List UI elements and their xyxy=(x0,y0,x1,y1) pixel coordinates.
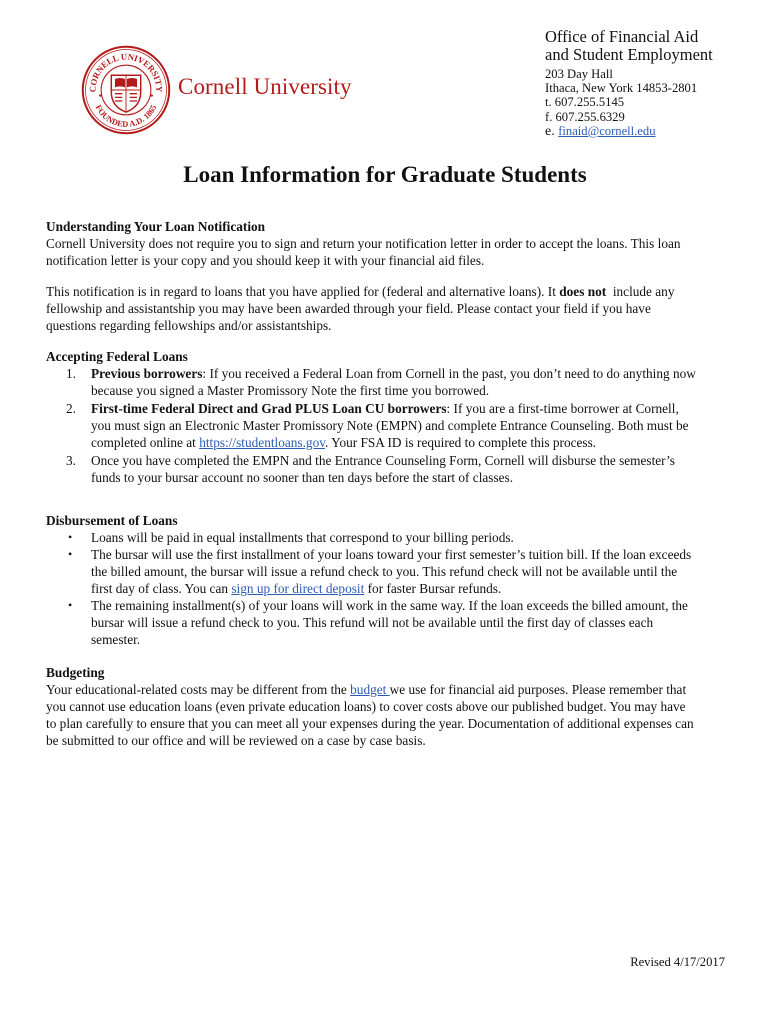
list-line: The remaining installment(s) of your loans will work in the same way. If the loan exceeds the billed amount, the xyxy=(91,598,688,613)
address-line: Ithaca, New York 14853-2801 xyxy=(545,81,698,96)
office-name xyxy=(545,28,713,64)
bullet-marker: • xyxy=(68,530,73,544)
office-address xyxy=(545,67,697,139)
budget-link[interactable]: budget xyxy=(350,682,390,697)
list-item-lead: Previous borrowers xyxy=(91,366,203,381)
revision-date: Revised 4/17/2017 xyxy=(630,955,725,969)
direct-deposit-link[interactable]: sign up for direct deposit xyxy=(231,581,365,596)
list-line xyxy=(91,580,726,597)
cornell-seal-logo xyxy=(80,44,172,136)
fax-line: f. 607.255.6329 xyxy=(545,109,625,124)
section-heading: Disbursement of Loans xyxy=(46,513,178,528)
bullet-marker: • xyxy=(68,598,73,612)
list-line: you must sign an Electronic Master Promissory Note (EMPN) and complete Entrance Counseling. Both must be xyxy=(91,418,689,433)
list-line: The bursar will use the first installment of your loans toward your first semester’s tuition bill. If the loan exceeds xyxy=(91,547,692,562)
paragraph-line: to plan carefully to ensure that you can meet all your expenses during the year. Documentation of additional expenses can xyxy=(46,716,694,731)
list-line xyxy=(91,365,726,382)
list-item xyxy=(46,365,726,399)
bullet-item xyxy=(46,597,726,648)
text-run: : If you are a first-time borrower at Cornell, xyxy=(446,401,679,416)
list-number: 1. xyxy=(66,366,76,381)
notification-scope-paragraph xyxy=(46,283,726,334)
text-run: : If you received a Federal Loan from Cornell in the past, you don’t need to do anything now xyxy=(202,366,696,381)
studentloans-link[interactable]: https://studentloans.gov xyxy=(199,435,326,450)
address-line: 203 Day Hall xyxy=(545,67,613,81)
list-line: bursar will issue a refund check to you. This refund will not be available until the first day of classes each xyxy=(91,615,654,630)
text-run: for faster Bursar refunds. xyxy=(364,581,502,596)
list-line: Once you have completed the EMPN and the Entrance Counseling Form, Cornell will disburse the semester’s xyxy=(91,453,675,468)
list-item xyxy=(46,452,726,486)
text-run: . Your FSA ID is required to complete this process. xyxy=(325,435,597,450)
bullet-item xyxy=(46,546,726,597)
text-run: completed online at xyxy=(91,435,200,450)
list-number: 3. xyxy=(66,453,76,468)
emphasis-does-not: does not xyxy=(559,284,607,299)
list-number: 2. xyxy=(66,401,76,416)
paragraph-line: questions regarding fellowships and/or assistantships. xyxy=(46,318,332,333)
notification-section xyxy=(46,218,726,269)
text-run: we use for financial aid purposes. Please remember that xyxy=(389,682,687,697)
bullet-item xyxy=(46,529,726,546)
bullet-marker: • xyxy=(68,547,73,561)
paragraph-line xyxy=(46,283,726,300)
section-heading: Budgeting xyxy=(46,665,105,680)
list-line xyxy=(91,434,726,451)
email-link[interactable]: finaid@cornell.edu xyxy=(558,123,656,138)
text-run: include any xyxy=(606,284,675,299)
seal-ring-top-text: CORNELL UNIVERSITY xyxy=(87,51,165,93)
list-line: because you signed a Master Promissory Note the first time you borrowed. xyxy=(91,383,490,398)
list-line: Loans will be paid in equal installments that correspond to your billing periods. xyxy=(91,530,514,545)
text-run: first day of class. You can xyxy=(91,581,232,596)
list-item-lead: First-time Federal Direct and Grad PLUS Loan CU borrowers xyxy=(91,401,447,416)
seal-ring-bottom-text: FOUNDED A.D. 1865 xyxy=(93,103,159,129)
email-prefix: e. xyxy=(545,123,559,139)
text-run: This notification is in regard to loans that you have applied for (federal and alternative loans). It xyxy=(46,284,560,299)
disbursement-section xyxy=(46,512,726,648)
paragraph-line: be submitted to our office and will be reviewed on a case by case basis. xyxy=(46,733,426,748)
office-name-line: Office of Financial Aid xyxy=(545,27,699,46)
email-line xyxy=(545,124,697,139)
list-line xyxy=(91,400,726,417)
paragraph-line: Cornell University does not require you to sign and return your notification letter in order to accept the loans. This loan xyxy=(46,236,681,251)
list-item xyxy=(46,400,726,451)
text-run: Your educational-related costs may be different from the xyxy=(46,682,351,697)
page-title: Loan Information for Graduate Students xyxy=(183,162,587,187)
university-wordmark: Cornell University xyxy=(178,74,352,99)
paragraph-line xyxy=(46,681,726,698)
section-heading: Understanding Your Loan Notification xyxy=(46,219,266,234)
paragraph-line: notification letter is your copy and you should keep it with your financial aid files. xyxy=(46,253,485,268)
paragraph-line: fellowship and assistantship you may have been awarded through your field. Please contact your field if you have xyxy=(46,301,651,316)
budgeting-section xyxy=(46,664,726,749)
list-line: the billed amount, the bursar will issue a refund check to you. This refund check will not be available until the xyxy=(91,564,678,579)
paragraph-line: you cannot use education loans (even private education loans) to cover costs above our published budget. You may have xyxy=(46,699,686,714)
section-heading: Accepting Federal Loans xyxy=(46,349,188,364)
federal-loans-section xyxy=(46,348,726,486)
list-line: funds to your bursar account no sooner than ten days before the start of classes. xyxy=(91,470,514,485)
office-name-line: and Student Employment xyxy=(545,45,713,64)
phone-line: t. 607.255.5145 xyxy=(545,95,625,110)
list-line: semester. xyxy=(91,632,141,647)
